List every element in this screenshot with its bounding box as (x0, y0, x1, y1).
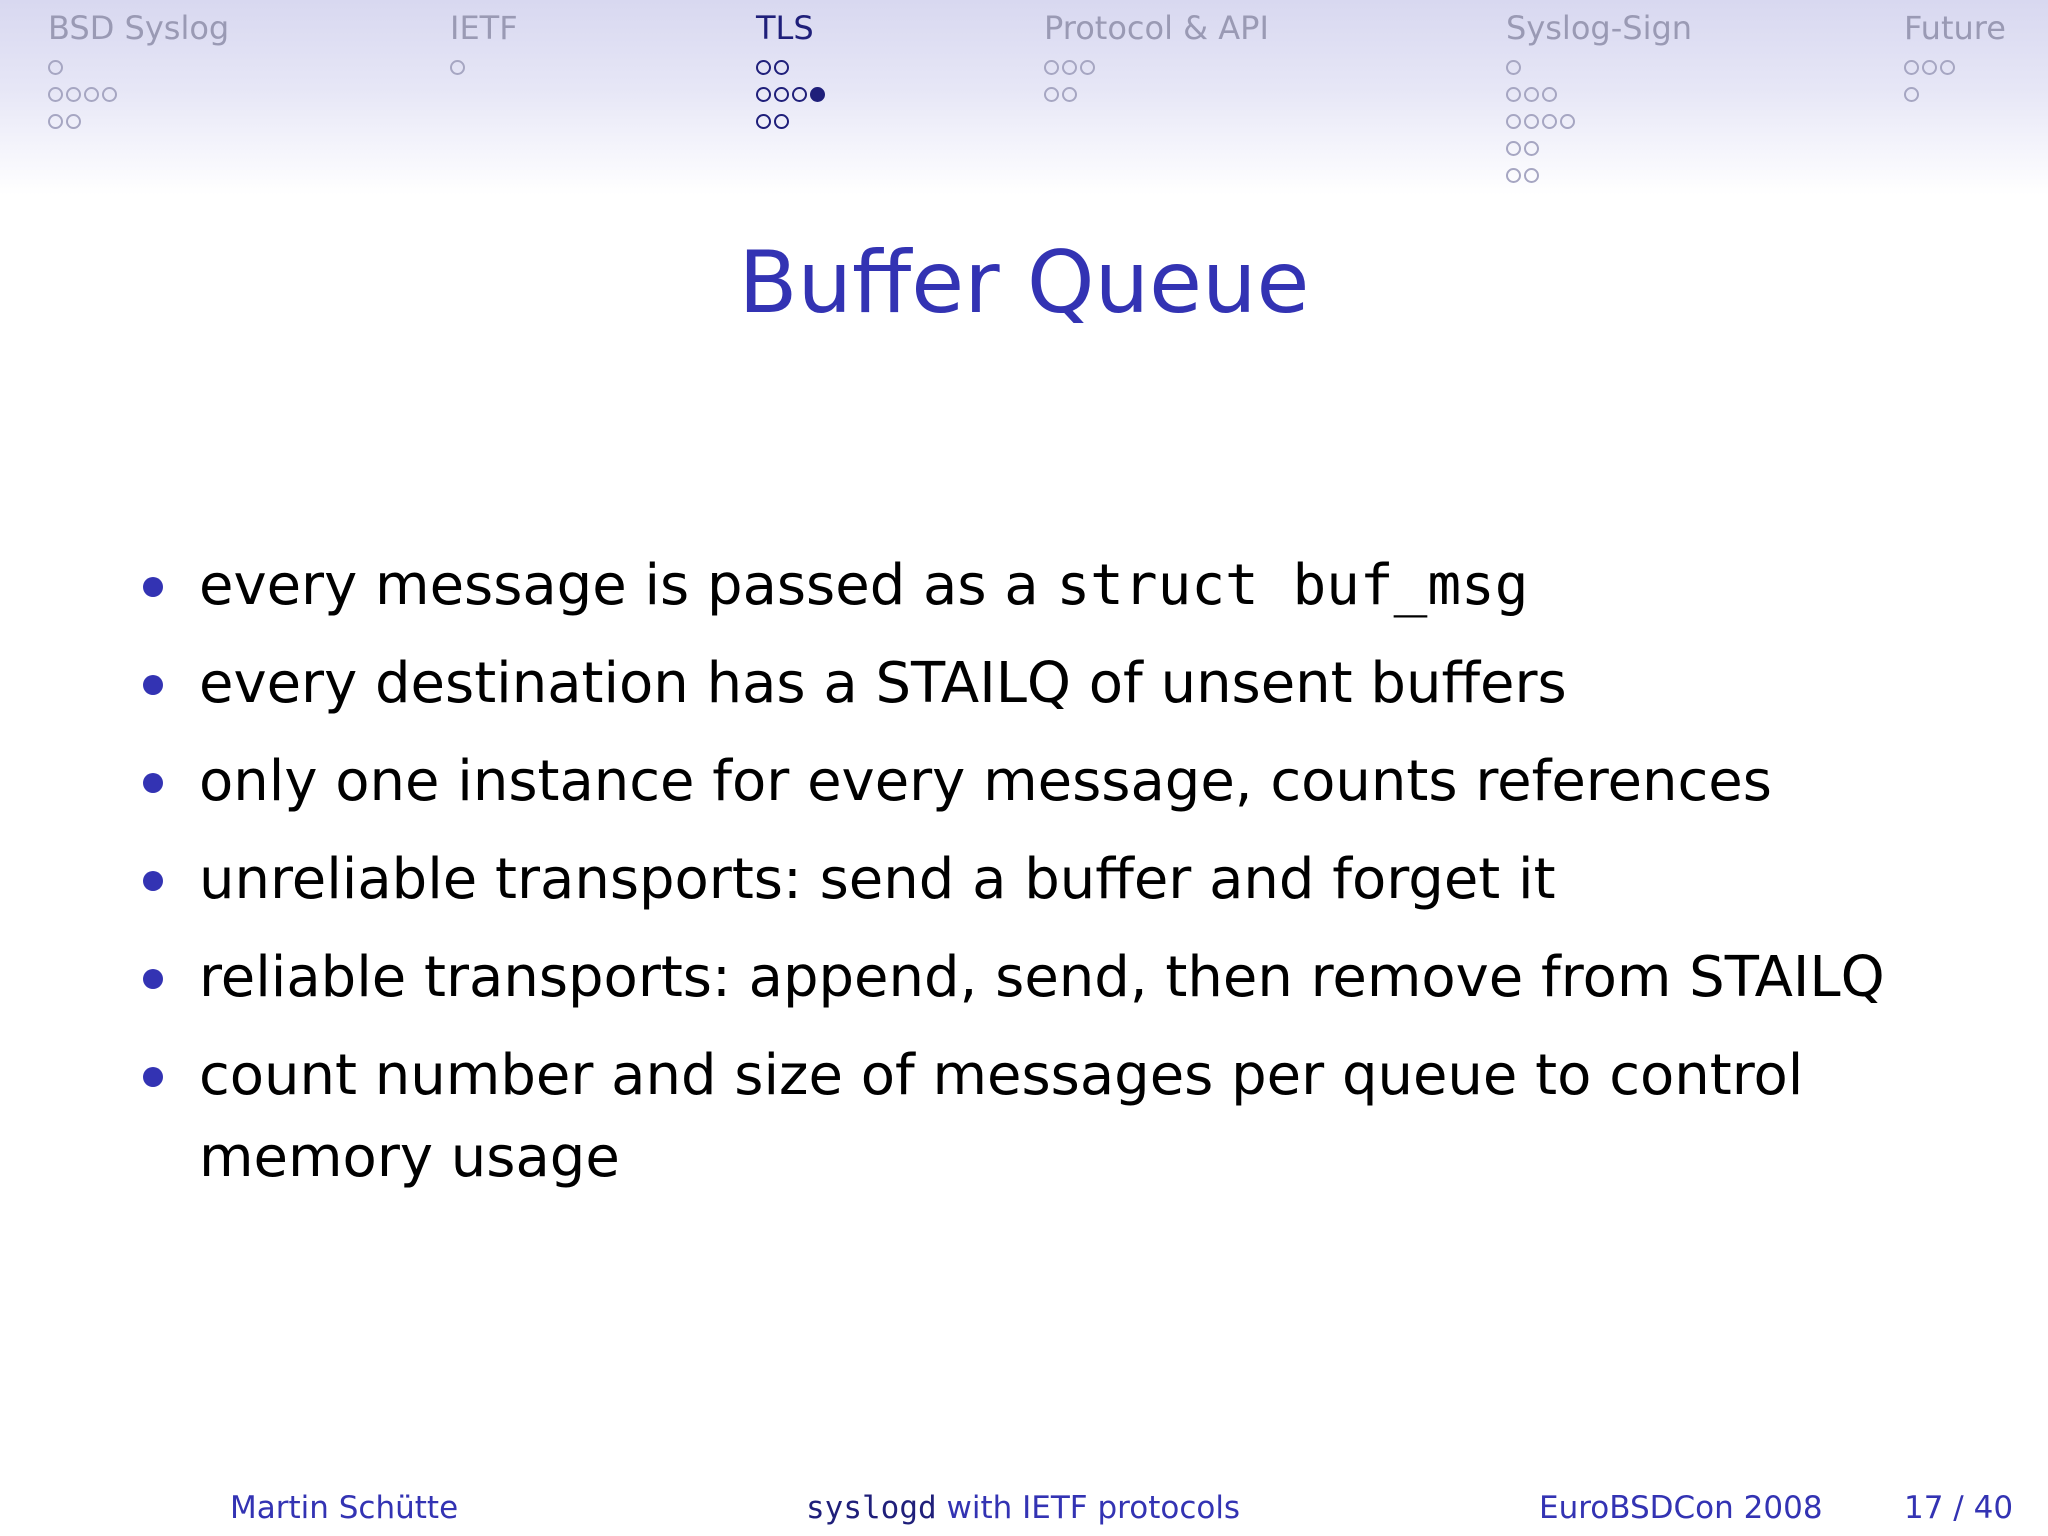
nav-frame-dot-icon[interactable] (66, 87, 81, 102)
nav-frame-dot-icon[interactable] (1506, 114, 1521, 129)
nav-frame-dot-icon[interactable] (1542, 87, 1557, 102)
nav-section-bsd-syslog[interactable] (48, 6, 229, 135)
nav-dot-row (1506, 162, 1692, 189)
nav-dot-row (450, 54, 518, 81)
nav-section-title[interactable]: Protocol & API (1044, 9, 1269, 47)
nav-dot-row (1506, 135, 1692, 162)
nav-subsection-dots (1506, 54, 1692, 189)
nav-frame-dot-icon[interactable] (774, 87, 789, 102)
nav-section-tls[interactable] (756, 6, 828, 135)
nav-section-syslog-sign[interactable] (1506, 6, 1692, 189)
bullet-marker-icon (143, 1067, 163, 1087)
bullet-marker-icon (143, 969, 163, 989)
nav-dot-row (48, 54, 229, 81)
bullet-item (135, 643, 1975, 725)
nav-frame-dot-icon[interactable] (1524, 141, 1539, 156)
nav-frame-dot-icon[interactable] (48, 87, 63, 102)
nav-frame-dot-icon[interactable] (1044, 60, 1059, 75)
nav-section-title[interactable]: BSD Syslog (48, 9, 230, 47)
nav-section-future[interactable] (1904, 6, 2006, 108)
nav-frame-dot-icon[interactable] (1062, 60, 1077, 75)
nav-subsection-dots (1044, 54, 1269, 108)
slide-title: Buffer Queue (738, 233, 1310, 333)
nav-frame-dot-icon[interactable] (756, 60, 771, 75)
bullet-text: every destination has a STAILQ of unsent buffers (199, 651, 1567, 716)
nav-frame-dot-icon[interactable] (84, 87, 99, 102)
nav-dot-row (756, 81, 828, 108)
nav-frame-dot-icon[interactable] (756, 87, 771, 102)
nav-dot-row (1506, 54, 1692, 81)
nav-dot-row (1506, 108, 1692, 135)
nav-frame-dot-icon[interactable] (792, 87, 807, 102)
nav-frame-dot-icon[interactable] (1542, 114, 1557, 129)
nav-frame-dot-icon[interactable] (774, 60, 789, 75)
nav-dot-row (1904, 81, 2006, 108)
nav-frame-dot-icon[interactable] (1080, 60, 1095, 75)
bullet-text: count number and size of messages per queue to control memory usage (199, 1043, 1804, 1190)
footer-talk-rest: with IETF protocols (936, 1490, 1241, 1526)
nav-dot-row (756, 54, 828, 81)
bullet-item (135, 741, 1975, 823)
nav-frame-dot-icon[interactable] (48, 60, 63, 75)
footer-talk-code: syslogd (806, 1490, 937, 1526)
nav-frame-dot-icon[interactable] (774, 114, 789, 129)
nav-frame-dot-icon[interactable] (1506, 141, 1521, 156)
nav-frame-dot-icon[interactable] (48, 114, 63, 129)
nav-frame-dot-icon[interactable] (1506, 87, 1521, 102)
bullet-text: reliable transports: append, send, then remove from STAILQ (199, 945, 1885, 1010)
nav-subsection-dots (450, 54, 518, 81)
bullet-item (135, 1035, 1975, 1199)
nav-frame-dot-icon[interactable] (1904, 87, 1919, 102)
nav-frame-dot-icon[interactable] (1524, 114, 1539, 129)
nav-frame-dot-icon[interactable] (1940, 60, 1955, 75)
bullet-text: unreliable transports: send a buffer and forget it (199, 847, 1556, 912)
nav-frame-dot-icon[interactable] (1524, 87, 1539, 102)
nav-frame-dot-icon[interactable] (102, 87, 117, 102)
footer-talk-title (806, 1490, 1240, 1526)
nav-frame-dot-icon[interactable] (1560, 114, 1575, 129)
nav-section-title[interactable]: Syslog-Sign (1506, 9, 1693, 47)
bullet-list (135, 545, 1975, 1215)
nav-section-title[interactable]: Future (1904, 9, 2006, 47)
nav-frame-dot-icon[interactable] (1922, 60, 1937, 75)
nav-current-frame-dot-icon[interactable] (810, 87, 825, 102)
nav-section-protocol-api[interactable] (1044, 6, 1269, 108)
nav-section-title[interactable]: TLS (756, 9, 814, 47)
bullet-marker-icon (143, 577, 163, 597)
nav-dot-row (756, 108, 828, 135)
nav-frame-dot-icon[interactable] (756, 114, 771, 129)
nav-subsection-dots (1904, 54, 2006, 108)
nav-section-title[interactable]: IETF (450, 9, 518, 47)
bullet-text: only one instance for every message, counts references (199, 749, 1772, 814)
bullet-text: every message is passed as a (199, 553, 1057, 618)
bullet-marker-icon (143, 773, 163, 793)
nav-dot-row (48, 81, 229, 108)
nav-dot-row (48, 108, 229, 135)
nav-subsection-dots (48, 54, 229, 135)
nav-dot-row (1506, 81, 1692, 108)
bullet-code: struct buf_msg (1056, 553, 1529, 618)
nav-frame-dot-icon[interactable] (1904, 60, 1919, 75)
bullet-marker-icon (143, 871, 163, 891)
nav-dot-row (1904, 54, 2006, 81)
nav-frame-dot-icon[interactable] (66, 114, 81, 129)
bullet-item (135, 937, 1975, 1019)
bullet-marker-icon (143, 675, 163, 695)
nav-frame-dot-icon[interactable] (450, 60, 465, 75)
nav-frame-dot-icon[interactable] (1506, 60, 1521, 75)
footer-author: Martin Schütte (230, 1490, 459, 1526)
nav-frame-dot-icon[interactable] (1524, 168, 1539, 183)
bullet-item (135, 839, 1975, 921)
section-navigation (0, 0, 2048, 195)
footer (0, 1486, 2048, 1536)
footer-page-number: 17 / 40 (1904, 1490, 2014, 1526)
nav-frame-dot-icon[interactable] (1062, 87, 1077, 102)
nav-subsection-dots (756, 54, 828, 135)
nav-dot-row (1044, 54, 1269, 81)
nav-dot-row (1044, 81, 1269, 108)
footer-event: EuroBSDCon 2008 (1539, 1490, 1823, 1526)
nav-frame-dot-icon[interactable] (1044, 87, 1059, 102)
bullet-item (135, 545, 1975, 627)
nav-section-ietf[interactable] (450, 6, 518, 81)
nav-frame-dot-icon[interactable] (1506, 168, 1521, 183)
